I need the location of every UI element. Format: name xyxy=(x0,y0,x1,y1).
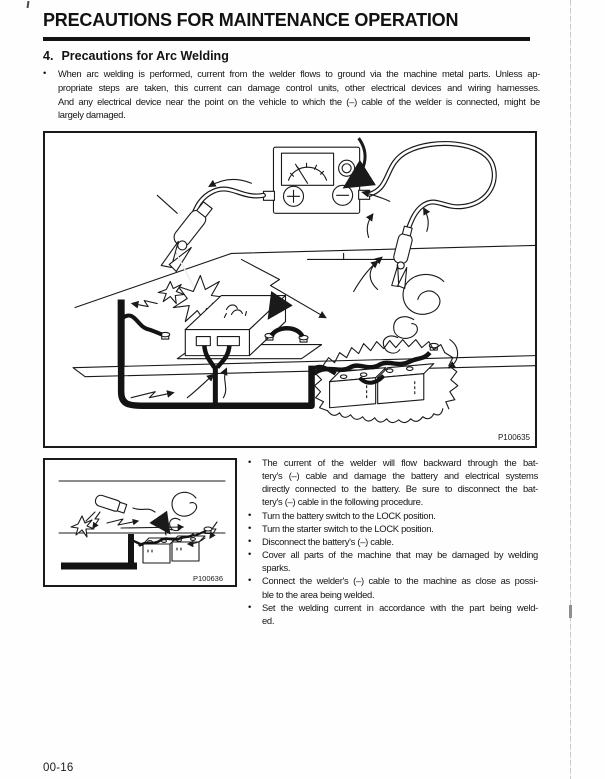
text-line: When arc welding is performed, current from the welder flows to ground via the machine metal parts. Unless ap- xyxy=(58,68,540,79)
impact-arrow xyxy=(159,518,168,531)
precaution-list xyxy=(248,456,538,627)
welder-meter xyxy=(281,153,333,185)
text-line: ble to the area being welded. xyxy=(262,588,375,600)
spark-burst xyxy=(71,516,94,537)
text-line: directly connected to the battery. Be sure to disconnect the bat- xyxy=(262,483,538,495)
intro-paragraph xyxy=(43,67,540,122)
precaution-item xyxy=(248,535,538,548)
bullet-marker: • xyxy=(248,601,252,613)
flow-arrows xyxy=(107,519,183,528)
electrode-holder xyxy=(157,195,214,291)
bullet-marker: • xyxy=(248,522,252,534)
arc-welding-current-flow-drawing xyxy=(45,133,535,446)
negative-cable xyxy=(370,143,495,239)
connector-port xyxy=(196,337,210,346)
flow-arrow xyxy=(367,214,372,237)
machine-deck-plate xyxy=(73,356,535,377)
section-heading xyxy=(43,49,229,63)
precaution-item xyxy=(248,509,538,522)
bullet-marker: • xyxy=(248,457,252,468)
precaution-item xyxy=(248,456,538,509)
upper-deck-lines xyxy=(75,245,535,307)
scan-artifact-mark xyxy=(27,1,30,8)
text-line: Connect the welder's (–) cable to the machine as close as possi- xyxy=(262,575,538,587)
wiring-harness xyxy=(61,534,143,566)
text-line: largely damaged. xyxy=(58,109,126,121)
page-title: PRECAUTIONS FOR MAINTENANCE OPERATION xyxy=(43,10,459,30)
scan-edge-line xyxy=(570,0,571,779)
text-line: Turn the starter switch to the LOCK position. xyxy=(262,522,434,534)
bullet-marker: • xyxy=(248,549,252,561)
text-line: Cover all parts of the machine that may be damaged by welding xyxy=(262,549,538,561)
text-line: sparks. xyxy=(262,562,291,574)
scan-edge-tick xyxy=(569,605,572,618)
text-line: Disconnect the battery's (–) cable. xyxy=(262,535,394,547)
title-rule xyxy=(43,37,530,41)
lightning-arrow xyxy=(93,512,100,528)
figure-label: P100636 xyxy=(192,574,223,583)
connector-port xyxy=(217,337,239,346)
precaution-item xyxy=(248,548,538,574)
text-line: tery's (–) cable and damage the battery and electrical systems xyxy=(262,470,538,482)
bullet-marker: • xyxy=(248,575,252,587)
bullet-marker: • xyxy=(248,509,252,521)
text-line: Set the welding current in accordance with the part being weld- xyxy=(262,601,538,613)
page-number: 00-16 xyxy=(43,762,74,774)
section-title: Precautions for Arc Welding xyxy=(61,49,229,63)
battery-damage-drawing xyxy=(45,460,235,585)
swing-arrow xyxy=(209,179,251,186)
text-line: tery's (–) cable in the following procedure. xyxy=(262,496,423,508)
precaution-item xyxy=(248,574,538,600)
figure-small-illustration xyxy=(43,458,237,587)
smoke-swirls xyxy=(165,492,196,535)
bullet-marker: • xyxy=(43,68,47,79)
figure-label: P100635 xyxy=(497,432,530,442)
section-number: 4. xyxy=(43,49,54,63)
text-line: And any electrical device near the point on the vehicle to which the (–) cable of the welder is connected, might be xyxy=(58,95,540,107)
text-line: propriate steps are taken, this current can damage control units, other electrical devices and wiring harnesses. xyxy=(58,81,540,93)
ground-clamp xyxy=(392,225,415,288)
batteries xyxy=(139,531,206,563)
figure-main-illustration xyxy=(43,131,537,448)
bullet-marker: • xyxy=(248,535,252,547)
precaution-item xyxy=(248,601,538,627)
flow-arrow xyxy=(424,208,428,231)
precaution-item xyxy=(248,522,538,535)
text-line: The current of the welder will flow backward through the bat- xyxy=(262,457,538,468)
text-line: Turn the battery switch to the LOCK position. xyxy=(262,509,436,521)
text-line: ed. xyxy=(262,614,275,626)
